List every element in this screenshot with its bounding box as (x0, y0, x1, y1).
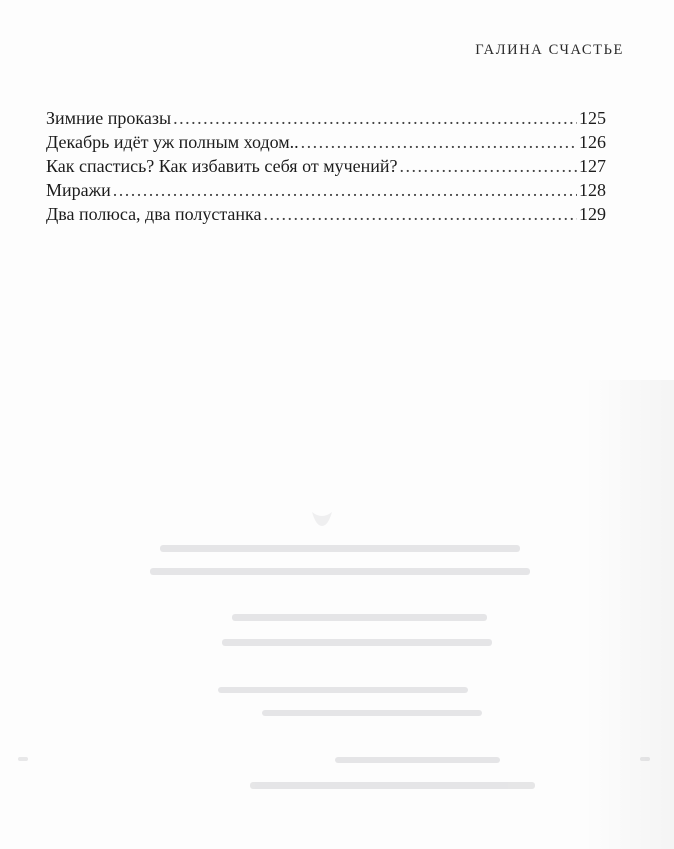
toc-entry-title: Два полюса, два полустанка (46, 204, 262, 224)
toc-entry-page: 129 (579, 204, 606, 224)
toc-entry (46, 202, 606, 226)
running-head: ГАЛИНА СЧАСТЬЕ (475, 42, 624, 58)
toc-entry (46, 178, 606, 202)
table-of-contents (46, 106, 606, 226)
toc-entry-page: 125 (579, 108, 606, 128)
toc-entry-page: 128 (579, 180, 606, 200)
toc-leader-dots (264, 202, 578, 226)
toc-leader-dots (400, 154, 577, 178)
toc-leader-dots (173, 106, 577, 130)
toc-entry (46, 154, 606, 178)
toc-entry-page: 126 (579, 132, 606, 152)
toc-entry-title: Как спастись? Как избавить себя от мучений? (46, 156, 398, 176)
toc-entry (46, 106, 606, 130)
toc-entry-page: 127 (579, 156, 606, 176)
toc-entry-title: Зимние проказы (46, 108, 172, 128)
toc-entry (46, 130, 606, 154)
toc-leader-dots (301, 130, 577, 154)
toc-entry-title: Миражи (46, 180, 111, 200)
toc-entry-title: Декабрь идёт уж полным ходом.. (46, 132, 299, 152)
toc-leader-dots (113, 178, 577, 202)
page-edge-shadow (584, 380, 674, 849)
